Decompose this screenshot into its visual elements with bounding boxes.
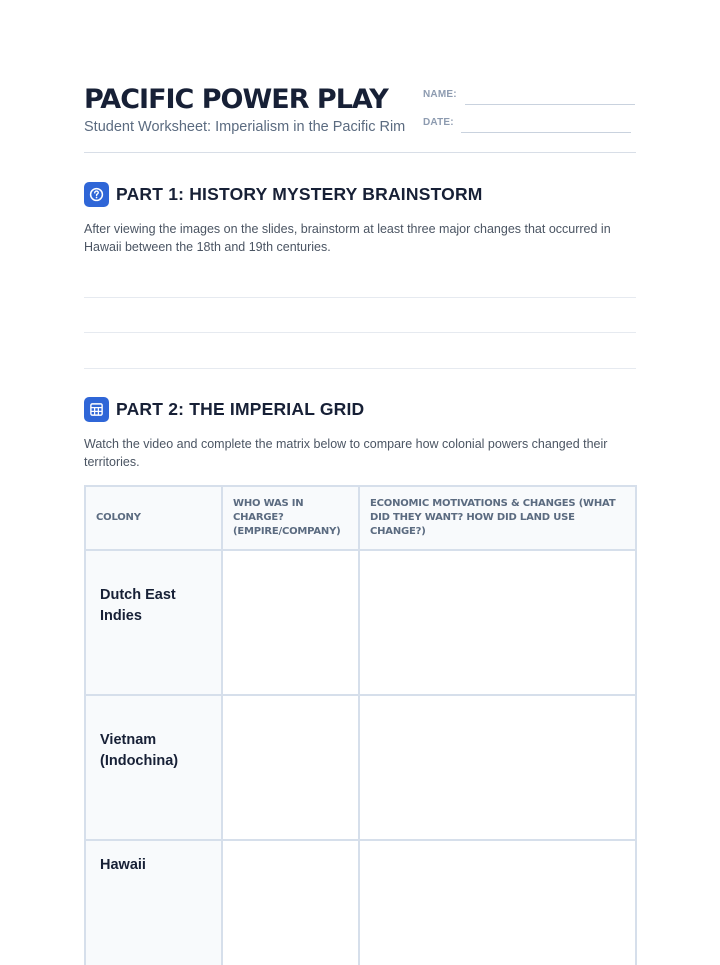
part2-title: PART 2: THE IMPERIAL GRID (116, 398, 365, 419)
colony-name: Dutch East Indies (85, 550, 222, 695)
name-label: NAME: (423, 89, 457, 100)
worksheet-title: PACIFIC POWER PLAY (84, 84, 388, 115)
table-row (85, 840, 636, 965)
column-header-colony: COLONY (85, 486, 222, 550)
date-label: DATE: (423, 117, 454, 128)
question-circle-icon (84, 182, 109, 207)
worksheet-subtitle: Student Worksheet: Imperialism in the Pacific Rim (84, 119, 406, 135)
part1-instructions: After viewing the images on the slides, brainstorm at least three major changes that occurred in Hawaii between the 18th and 19th centuries. (84, 222, 611, 254)
answer-line[interactable] (84, 332, 636, 333)
colony-name: Hawaii (85, 840, 222, 965)
date-line[interactable] (461, 132, 631, 133)
in-charge-cell[interactable] (222, 550, 359, 695)
imperial-grid-table (84, 485, 637, 965)
in-charge-cell[interactable] (222, 840, 359, 965)
table-header-row (85, 486, 636, 550)
part2-instructions: Watch the video and complete the matrix below to compare how colonial powers changed their territories. (84, 437, 608, 469)
answer-line[interactable] (84, 297, 636, 298)
economic-cell[interactable] (359, 695, 636, 840)
column-header-in-charge: WHO WAS IN CHARGE? (EMPIRE/COMPANY) (222, 486, 359, 550)
part2-heading (84, 396, 364, 422)
answer-line[interactable] (84, 368, 636, 369)
part1-heading (84, 181, 483, 207)
name-line[interactable] (465, 104, 635, 105)
economic-cell[interactable] (359, 550, 636, 695)
part1-title: PART 1: HISTORY MYSTERY BRAINSTORM (116, 183, 483, 204)
economic-cell[interactable] (359, 840, 636, 965)
in-charge-cell[interactable] (222, 695, 359, 840)
colony-name: Vietnam (Indochina) (85, 695, 222, 840)
header-divider (84, 152, 636, 153)
table-row (85, 695, 636, 840)
column-header-economic: ECONOMIC MOTIVATIONS & CHANGES (WHAT DID THEY WANT? HOW DID LAND USE CHANGE?) (359, 486, 636, 550)
grid-table-icon (84, 397, 109, 422)
table-row (85, 550, 636, 695)
